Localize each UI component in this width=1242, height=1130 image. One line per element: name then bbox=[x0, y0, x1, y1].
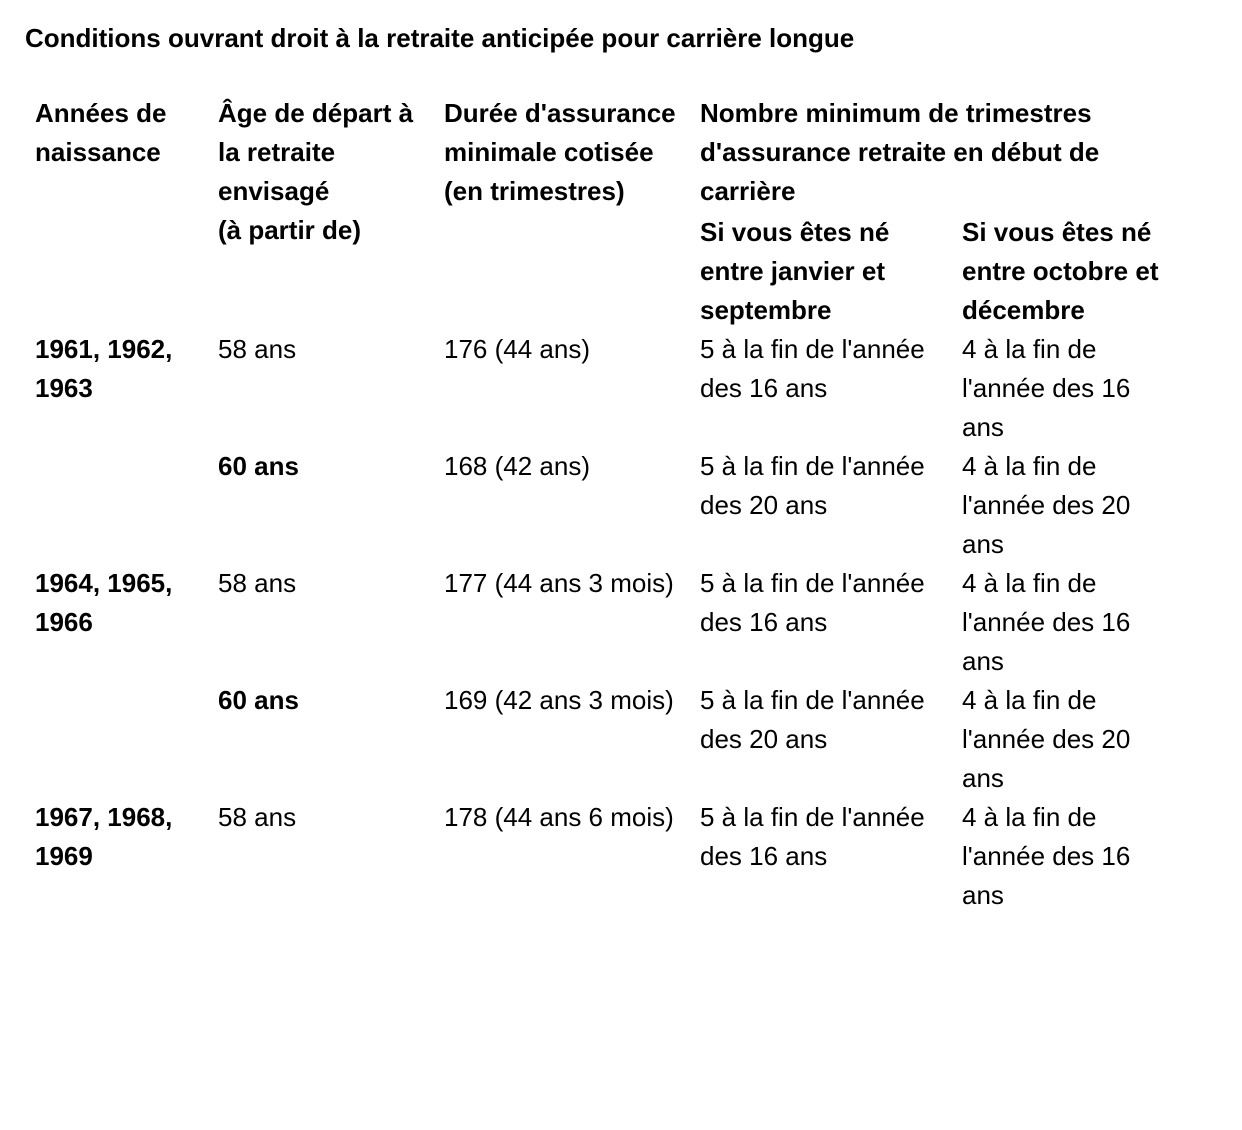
oct-dec-cell: 4 à la fin de l'année des 20 ans bbox=[962, 685, 1131, 793]
oct-dec-cell: 4 à la fin de l'année des 20 ans bbox=[962, 451, 1131, 559]
duree-cell: 178 (44 ans 6 mois) bbox=[444, 802, 674, 832]
table-row bbox=[27, 330, 1167, 447]
birth-years-cell: 1964, 1965, 1966 bbox=[35, 568, 173, 637]
jan-sep-cell: 5 à la fin de l'année des 16 ans bbox=[700, 802, 925, 871]
jan-sep-cell: 5 à la fin de l'année des 20 ans bbox=[700, 685, 925, 754]
duree-cell: 177 (44 ans 3 mois) bbox=[444, 568, 674, 598]
table-row bbox=[27, 564, 1167, 681]
age-cell: 60 ans bbox=[218, 685, 299, 715]
header-age-de-depart: Âge de départ à la retraite envisagé (à partir de) bbox=[218, 98, 414, 245]
duree-cell: 168 (42 ans) bbox=[444, 451, 590, 481]
age-cell: 58 ans bbox=[218, 334, 297, 364]
oct-dec-cell: 4 à la fin de l'année des 16 ans bbox=[962, 802, 1131, 910]
jan-sep-cell: 5 à la fin de l'année des 20 ans bbox=[700, 451, 925, 520]
jan-sep-cell: 5 à la fin de l'année des 16 ans bbox=[700, 568, 925, 637]
conditions-table bbox=[27, 94, 1167, 915]
subheader-octobre-decembre: Si vous êtes né entre octobre et décembre bbox=[962, 217, 1159, 325]
birth-years-cell: 1961, 1962, 1963 bbox=[35, 334, 173, 403]
table-header bbox=[27, 94, 1167, 330]
birth-years-cell: 1967, 1968, 1969 bbox=[35, 802, 173, 871]
header-annees-de-naissance: Années de naissance bbox=[35, 98, 167, 167]
header-duree-assurance: Durée d'assurance minimale cotisée (en trimestres) bbox=[444, 98, 676, 206]
age-cell: 58 ans bbox=[218, 802, 297, 832]
subheader-janvier-septembre: Si vous êtes né entre janvier et septembre bbox=[700, 217, 890, 325]
table-body bbox=[27, 330, 1167, 915]
duree-cell: 169 (42 ans 3 mois) bbox=[444, 685, 674, 715]
oct-dec-cell: 4 à la fin de l'année des 16 ans bbox=[962, 334, 1131, 442]
age-cell: 60 ans bbox=[218, 451, 299, 481]
duree-cell: 176 (44 ans) bbox=[444, 334, 590, 364]
table-row bbox=[27, 798, 1167, 915]
oct-dec-cell: 4 à la fin de l'année des 16 ans bbox=[962, 568, 1131, 676]
header-row bbox=[27, 94, 1167, 211]
age-cell: 58 ans bbox=[218, 568, 297, 598]
jan-sep-cell: 5 à la fin de l'année des 16 ans bbox=[700, 334, 925, 403]
header-nombre-minimum-trimestres: Nombre minimum de trimestres d'assurance retraite en début de carrière bbox=[700, 98, 1100, 206]
page-title: Conditions ouvrant droit à la retraite anticipée pour carrière longue bbox=[25, 23, 855, 53]
